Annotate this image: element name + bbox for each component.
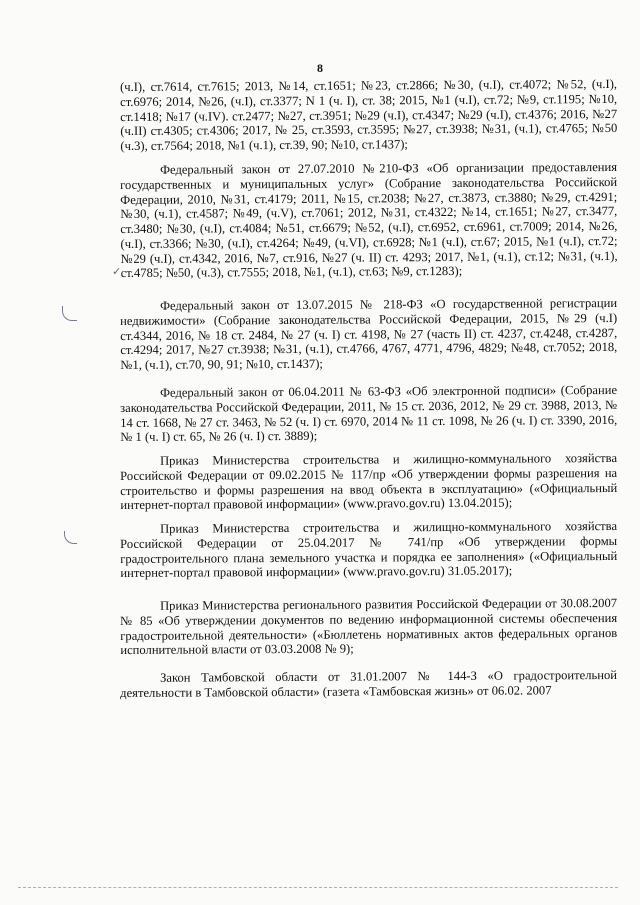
paragraph-law-63-fz: Федеральный закон от 06.04.2011 № 63-ФЗ «Об электронной подписи» (Собрание законодательства Российской Федерации, 2011, № 15 ст. 2036, 2012, № 29 ст. 3988, 2013, № 14 ст. 1668, № 27 ст. 3463, № 52 (ч. I) ст. 6970, 2014 № 11 ст. 1098, № 26 (ч. I) ст. 3390, 2016, № 1 (ч. I) ст. 65, № 26 (ч. I) ст. 3889); xyxy=(120,382,618,444)
paragraph-continued-citations: (ч.I), ст.7614, ст.7615; 2013, №14, ст.1651; №23, ст.2866; №30, (ч.I), ст.4072; №52, (ч.I), ст.6976; 2014, №26, (ч.I), ст.3377; N 1 (ч. I), ст. 38; 2015, №1 (ч.I), ст.72; №9, ст.1195; №10, ст.1418; №17 (ч.IV). ст.2477; №27, ст.3951; №29 (ч.I), ст.4347; №29 (ч.I), ст.4376; 2016, №27 (ч.II) ст.4305; ст.4306; 2017, № 25, ст.3593, ст.3595; №27, ст.3938; №31, (ч.1), ст.4765; №50 (ч.3), ст.7564; 2018, №1 (ч.1), ст.39, 90; №10, ст.1437); xyxy=(120,76,618,153)
margin-tick-mark: ✓ xyxy=(112,266,122,278)
paragraph-law-210-fz: Федеральный закон от 27.07.2010 №210-ФЗ «Об организации предоставления государственных и муниципальных услуг» (Собрание законодательства Российской Федерации, 2010, №31, ст.4179; 2011, №15, ст.2038; №27, ст.3873, ст.3880; №29, ст.4291; №30, (ч.1), ст.4587; №49, (ч.V), ст.7061; 2012, №31, ст.4322; №14, ст.1651; №27, ст.3477, ст.3480; №30, (ч.I), ст.4084; №51, ст.6679; №52, (ч.I), ст.6952, ст.6961, ст.7009; 2014, №26, (ч.I), ст.3366; №30, (ч.I), ст.4264; №49, (ч.VI), ст.6928; №1 (ч.I), ст.67; 2015, №1 (ч.I), ст.72; №29 (ч.I), ст.4342, 2016, №7, ст.916, №27 (ч. II) ст. 4293; 2017, №1, (ч.1), ст.12; №31, (ч.1), ст.4785; №50, (ч.3), ст.7555; 2018, №1, (ч.1), ст.63; №9, ст.1283); xyxy=(120,159,618,280)
page-number: 8 xyxy=(317,61,323,75)
paragraph-order-741-pr: Приказ Министерства строительства и жилищно-коммунального хозяйства Российской Федерации от 25.04.2017 № 741/пр «Об утверждении формы градостроительного плана земельного участка и порядка ее заполнения» («Официальный интернет-портал правовой информации» (www.pravo.gov.ru) 31.05.2017); xyxy=(120,518,618,580)
document-body xyxy=(120,76,618,700)
margin-pen-mark xyxy=(64,531,77,544)
scan-edge-line xyxy=(18,887,618,888)
paragraph-order-117-pr: Приказ Министерства строительства и жилищно-коммунального хозяйства Российской Федерации от 09.02.2015 № 117/пр «Об утверждении формы разрешения на строительство и формы разрешения на ввод объекта в эксплуатацию» («Официальный интернет-портал правовой информации» (www.pravo.gov.ru) 13.04.2015); xyxy=(120,450,618,512)
paragraph-order-85: Приказ Министерства регионального развития Российской Федерации от 30.08.2007 № 85 «Об утверждении документов по ведению информационной системы обеспечения градостроительной деятельности» («Бюллетень нормативных актов федеральных органов исполнительной власти от 03.03.2008 № 9); xyxy=(120,595,618,657)
paragraph-law-218-fz: Федеральный закон от 13.07.2015 № 218-ФЗ «О государственной регистрации недвижимости» (Собрание законодательства Российской Федерации, 2015, №29 (ч.I) ст.4344, 2016, № 18 ст. 2484, № 27 (ч. I) ст. 4198, № 27 (часть II) ст. 4237, ст.4248, ст.4287, ст.4294; 2017, №27 ст.3938; №31, (ч.1), ст.4766, 4767, 4771, 4796, 4829; №48, ст.7052; 2018, №1, (ч.1), ст.70, 90, 91; №10, ст.1437); xyxy=(120,295,618,372)
margin-pen-mark xyxy=(62,306,77,321)
paragraph-tambov-law-144-z: Закон Тамбовской области от 31.01.2007 № 144-З «О градостроительной деятельности в Тамбовской области» (газета «Тамбовская жизнь» от 06.02. 2007 xyxy=(120,667,618,700)
